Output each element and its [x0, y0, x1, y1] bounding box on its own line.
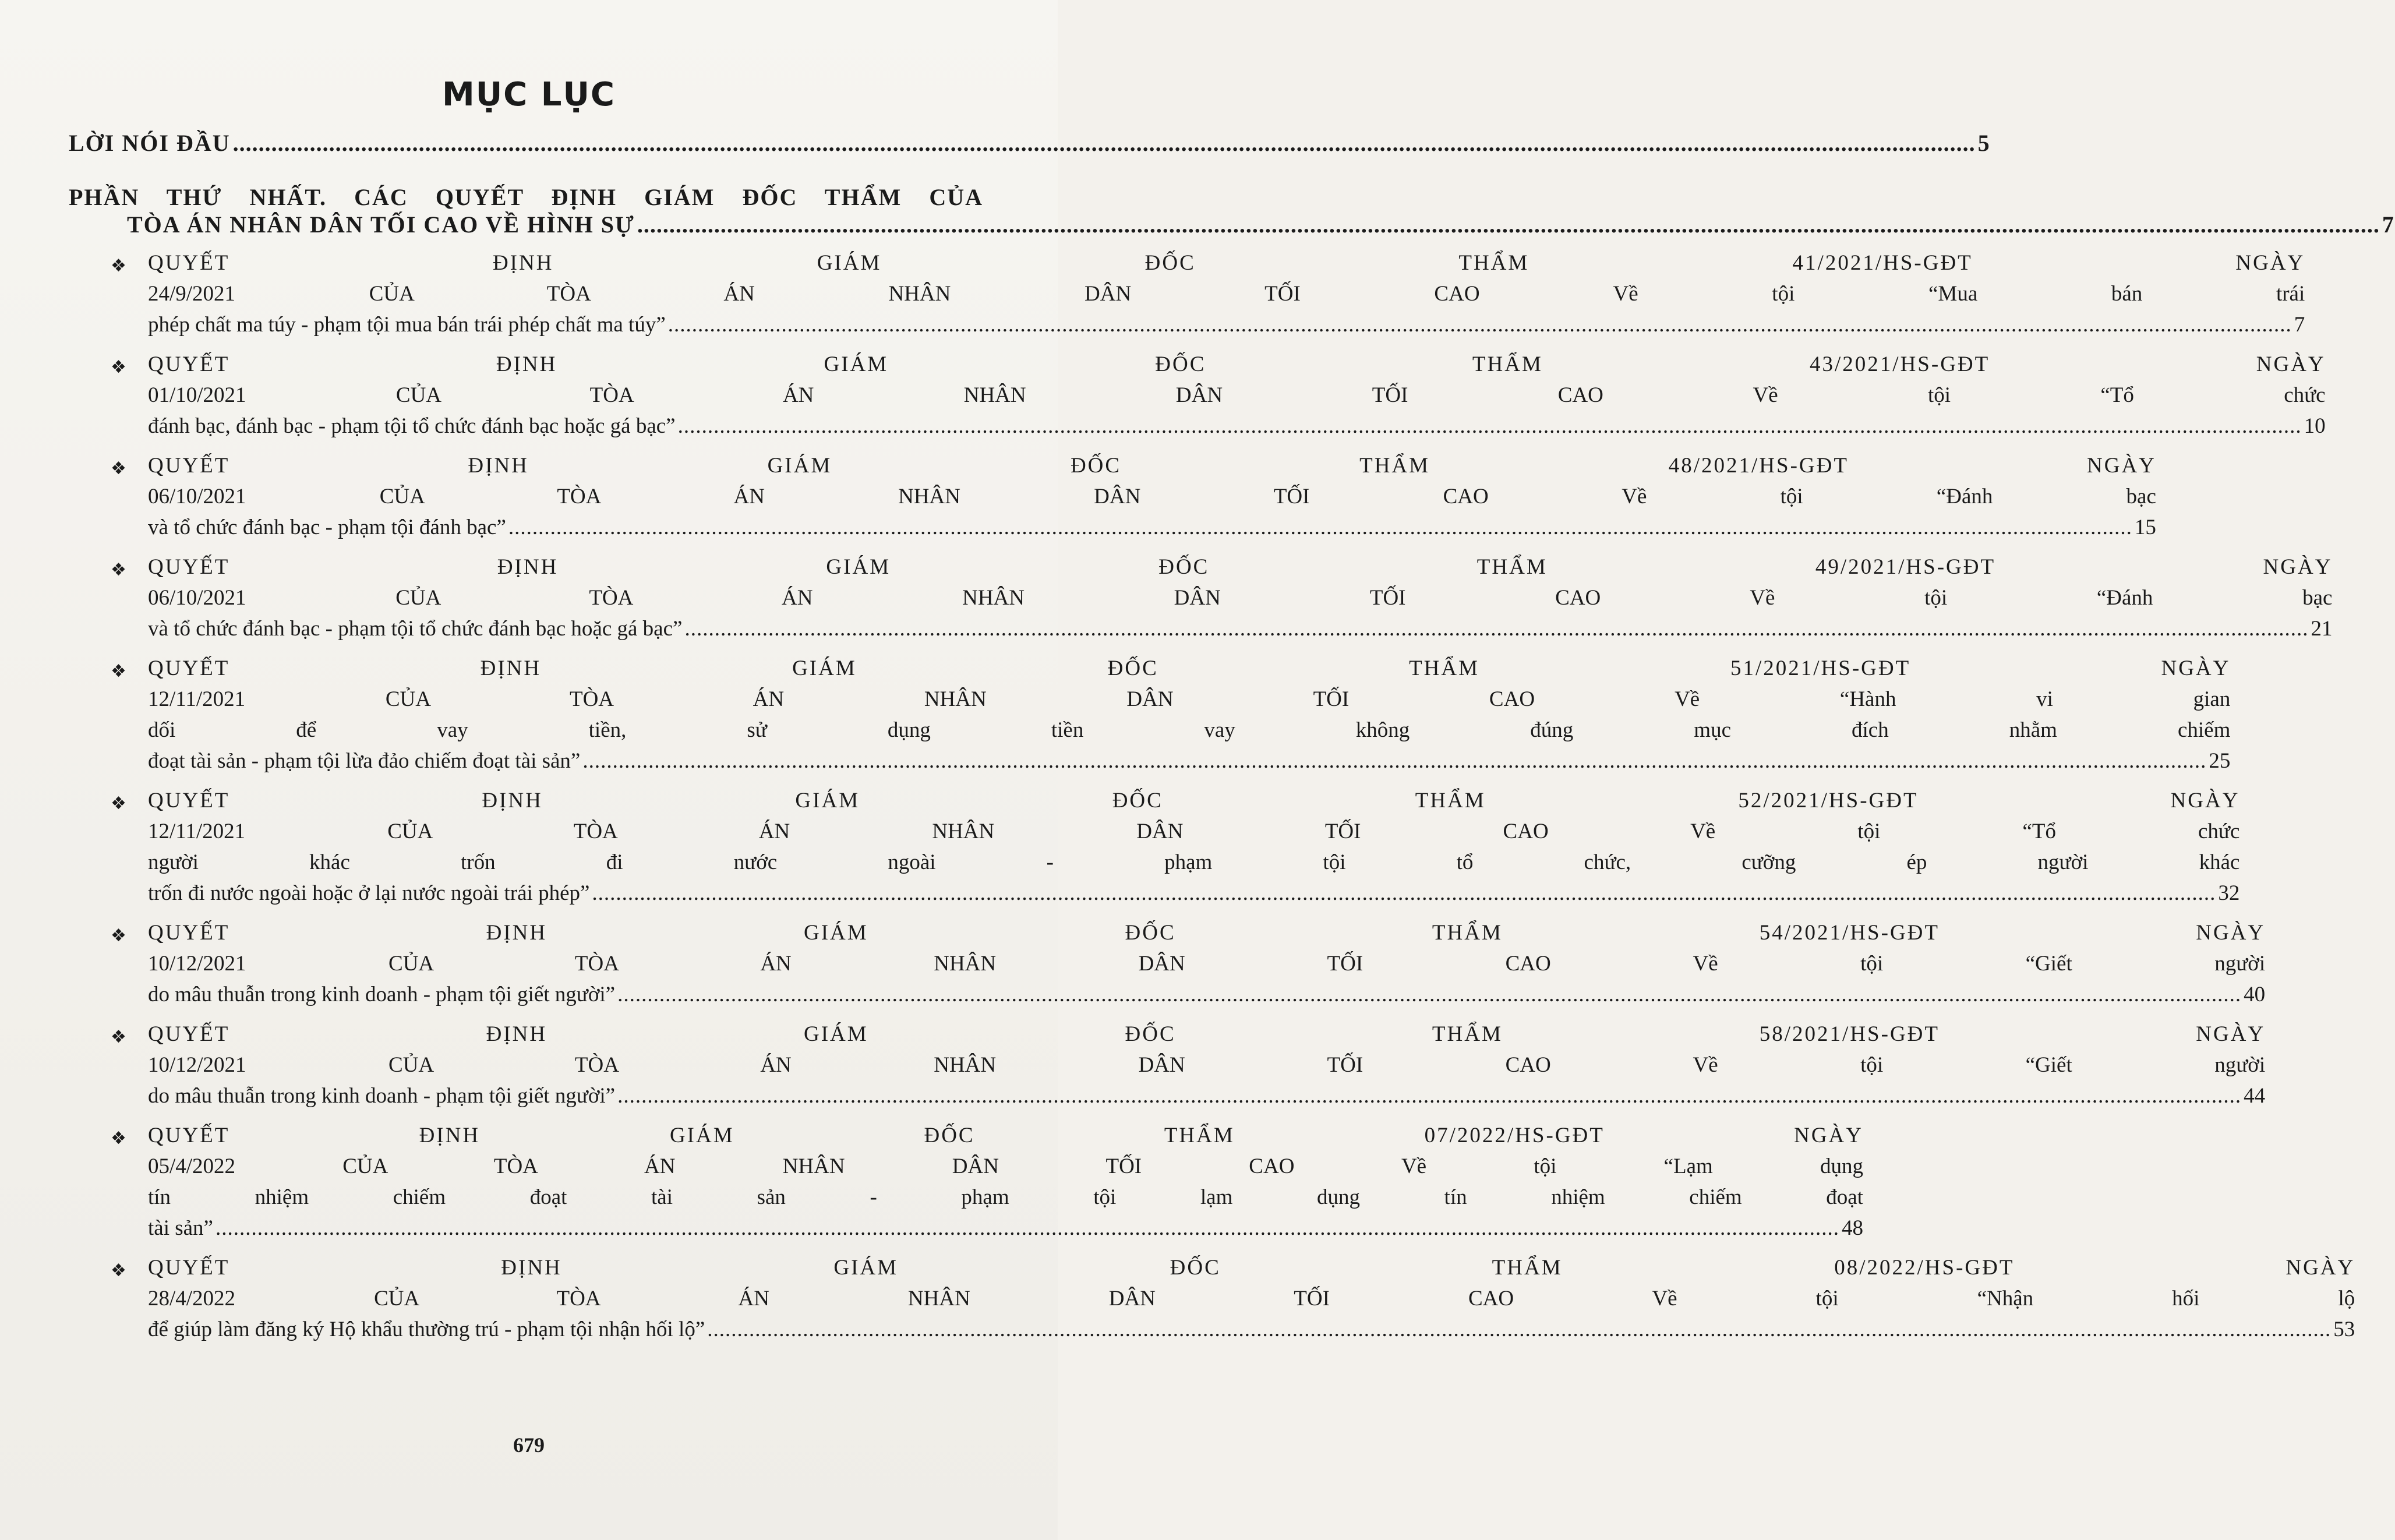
toc-item-list: [111, 248, 2355, 1345]
toc-entry-text: PHẦN THỨ NHẤT. CÁC QUYẾT ĐỊNH GIÁM ĐỐC THẨM CỦA: [69, 184, 983, 210]
toc-item-heading: QUYẾT ĐỊNH GIÁM ĐỐC THẨM 48/2021/HS-GĐT NGÀY: [148, 454, 2156, 478]
bullet-diamond-icon: ❖: [111, 1027, 126, 1047]
toc-item-line: 12/11/2021 CỦA TÒA ÁN NHÂN DÂN TỐI CAO Về tội “Tổ chức: [148, 820, 2240, 843]
toc-item-line: 05/4/2022 CỦA TÒA ÁN NHÂN DÂN TỐI CAO Về tội “Lạm dụng: [148, 1154, 1863, 1178]
toc-item-heading: QUYẾT ĐỊNH GIÁM ĐỐC THẨM 52/2021/HS-GĐT NGÀY: [148, 789, 2240, 813]
toc-item-line: do mâu thuẫn trong kinh doanh - phạm tội giết người”: [148, 983, 616, 1006]
toc-page-number: 25: [2209, 749, 2231, 773]
toc-item-last-line: [148, 1080, 2265, 1111]
toc-item: [111, 248, 2305, 340]
toc-item: [111, 653, 2231, 776]
bullet-diamond-icon: ❖: [111, 560, 126, 580]
bullet-diamond-icon: ❖: [111, 926, 126, 946]
dot-leader: [684, 613, 2308, 644]
bullet-diamond-icon: ❖: [111, 793, 126, 814]
toc-page-number: 7: [2382, 211, 2395, 238]
toc-item-line: 10/12/2021 CỦA TÒA ÁN NHÂN DÂN TỐI CAO Về tội “Giết người: [148, 1053, 2266, 1077]
toc-entry-text: TÒA ÁN NHÂN DÂN TỐI CAO VỀ HÌNH SỰ: [127, 211, 635, 238]
toc-item-heading: QUYẾT ĐỊNH GIÁM ĐỐC THẨM 07/2022/HS-GĐT NGÀY: [148, 1124, 1863, 1147]
toc-item-line: 10/12/2021 CỦA TÒA ÁN NHÂN DÂN TỐI CAO Về tội “Giết người: [148, 952, 2266, 976]
toc-item-heading: QUYẾT ĐỊNH GIÁM ĐỐC THẨM 58/2021/HS-GĐT NGÀY: [148, 1022, 2266, 1046]
toc-item-body: [148, 552, 2332, 644]
toc-page-number: 21: [2311, 617, 2333, 641]
toc-item-heading: QUYẾT ĐỊNH GIÁM ĐỐC THẨM 51/2021/HS-GĐT NGÀY: [148, 656, 2231, 680]
dot-leader: [582, 746, 2206, 776]
toc-item-body: [148, 349, 2326, 441]
toc-item-body: [148, 1019, 2265, 1111]
dot-leader: [216, 1213, 1839, 1244]
toc-item: [111, 917, 2266, 1010]
bullet-diamond-icon: ❖: [111, 1128, 126, 1149]
dot-leader: [508, 512, 2132, 543]
toc-page-number: 48: [1841, 1216, 1863, 1240]
toc-item-last-line: [148, 878, 2239, 909]
toc-page-number: 40: [2244, 983, 2266, 1006]
toc-page-number: 32: [2218, 881, 2240, 905]
toc-page-number: 7: [2294, 313, 2305, 337]
bullet-diamond-icon: ❖: [111, 661, 126, 681]
dot-leader: [637, 211, 2380, 238]
toc-item-heading: QUYẾT ĐỊNH GIÁM ĐỐC THẨM 41/2021/HS-GĐT NGÀY: [148, 251, 2305, 275]
toc-item: [111, 1252, 2355, 1345]
toc-item: [111, 552, 2333, 644]
toc-item-line: dối để vay tiền, sử dụng tiền vay không đúng mục đích nhằm chiếm: [148, 718, 2231, 742]
toc-item-line: 06/10/2021 CỦA TÒA ÁN NHÂN DÂN TỐI CAO Về tội “Đánh bạc: [148, 586, 2333, 610]
dot-leader: [678, 411, 2302, 441]
toc-item-line: tài sản”: [148, 1216, 213, 1240]
toc-item-line: do mâu thuẫn trong kinh doanh - phạm tội giết người”: [148, 1084, 616, 1108]
bullet-diamond-icon: ❖: [111, 458, 126, 479]
toc-item-line: để giúp làm đăng ký Hộ khẩu thường trú - phạm tội nhận hối lộ”: [148, 1318, 705, 1341]
dot-leader: [707, 1314, 2331, 1345]
toc-item-body: [148, 653, 2230, 776]
toc-item-last-line: [148, 979, 2265, 1010]
toc-item-line: 01/10/2021 CỦA TÒA ÁN NHÂN DÂN TỐI CAO Về tội “Tổ chức: [148, 383, 2326, 407]
toc-item-line: 24/9/2021 CỦA TÒA ÁN NHÂN DÂN TỐI CAO Về tội “Mua bán trái: [148, 282, 2305, 306]
toc-item-heading: QUYẾT ĐỊNH GIÁM ĐỐC THẨM 54/2021/HS-GĐT NGÀY: [148, 921, 2266, 945]
toc-item-body: [148, 450, 2156, 543]
toc-item-line: phép chất ma túy - phạm tội mua bán trái phép chất ma túy”: [148, 313, 666, 337]
bullet-diamond-icon: ❖: [111, 1260, 126, 1281]
toc-item-last-line: [148, 1314, 2355, 1345]
toc-entry-preface: [69, 129, 1991, 157]
toc-item-line: đoạt tài sản - phạm tội lừa đảo chiếm đoạt tài sản”: [148, 749, 581, 773]
page-number: 679: [513, 1433, 545, 1457]
toc-item-last-line: [148, 411, 2326, 441]
dot-leader: [233, 129, 1976, 157]
toc-item-line: 06/10/2021 CỦA TÒA ÁN NHÂN DÂN TỐI CAO Về tội “Đánh bạc: [148, 485, 2156, 508]
toc-item-body: [148, 248, 2305, 340]
toc-page-number: 53: [2333, 1318, 2355, 1341]
toc-item-line: trốn đi nước ngoài hoặc ở lại nước ngoài trái phép”: [148, 881, 590, 905]
toc-item-last-line: [148, 1213, 1863, 1244]
toc-item-line: và tổ chức đánh bạc - phạm tội tổ chức đánh bạc hoặc gá bạc”: [148, 617, 683, 641]
toc-item-line: 28/4/2022 CỦA TÒA ÁN NHÂN DÂN TỐI CAO Về tội “Nhận hối lộ: [148, 1287, 2355, 1311]
toc-item-last-line: [148, 309, 2305, 340]
bullet-diamond-icon: ❖: [111, 256, 126, 276]
toc-item-heading: QUYẾT ĐỊNH GIÁM ĐỐC THẨM 49/2021/HS-GĐT NGÀY: [148, 555, 2333, 579]
toc-item-line: tín nhiệm chiếm đoạt tài sản - phạm tội lạm dụng tín nhiệm chiếm đoạt: [148, 1185, 1863, 1209]
toc-page-number: 15: [2134, 515, 2156, 539]
toc-item-body: [148, 1252, 2355, 1345]
toc-entry-text: LỜI NÓI ĐẦU: [69, 130, 231, 156]
dot-leader: [617, 979, 2241, 1010]
toc-page-number: 44: [2244, 1084, 2266, 1108]
toc-item-last-line: [148, 746, 2230, 776]
toc-entry-part-one: [69, 183, 2395, 238]
toc-item-heading: QUYẾT ĐỊNH GIÁM ĐỐC THẨM 08/2022/HS-GĐT NGÀY: [148, 1256, 2355, 1280]
toc-page-number: 10: [2304, 414, 2326, 438]
table-of-contents: [69, 129, 2395, 1354]
toc-item-body: [148, 917, 2265, 1010]
dot-leader: [617, 1080, 2241, 1111]
toc-item-line: người khác trốn đi nước ngoài - phạm tội tổ chức, cưỡng ép người khác: [148, 850, 2240, 874]
toc-page-number: 5: [1977, 130, 1991, 156]
toc-item-last-line: [148, 613, 2332, 644]
toc-item: [111, 450, 2156, 543]
toc-item: [111, 1019, 2266, 1111]
dot-leader: [592, 878, 2216, 909]
toc-item-last-line: [148, 512, 2156, 543]
toc-item-line: đánh bạc, đánh bạc - phạm tội tổ chức đánh bạc hoặc gá bạc”: [148, 414, 676, 438]
toc-item: [111, 785, 2240, 909]
page-title: MỤC LỤC: [441, 76, 616, 114]
toc-item-body: [148, 785, 2239, 909]
toc-item: [111, 1120, 1863, 1244]
toc-item-heading: QUYẾT ĐỊNH GIÁM ĐỐC THẨM 43/2021/HS-GĐT NGÀY: [148, 352, 2326, 376]
toc-item-body: [148, 1120, 1863, 1244]
toc-item-line: và tổ chức đánh bạc - phạm tội đánh bạc”: [148, 515, 506, 539]
toc-item: [111, 349, 2326, 441]
bullet-diamond-icon: ❖: [111, 357, 126, 377]
toc-item-line: 12/11/2021 CỦA TÒA ÁN NHÂN DÂN TỐI CAO Về “Hành vi gian: [148, 687, 2231, 711]
dot-leader: [668, 309, 2292, 340]
